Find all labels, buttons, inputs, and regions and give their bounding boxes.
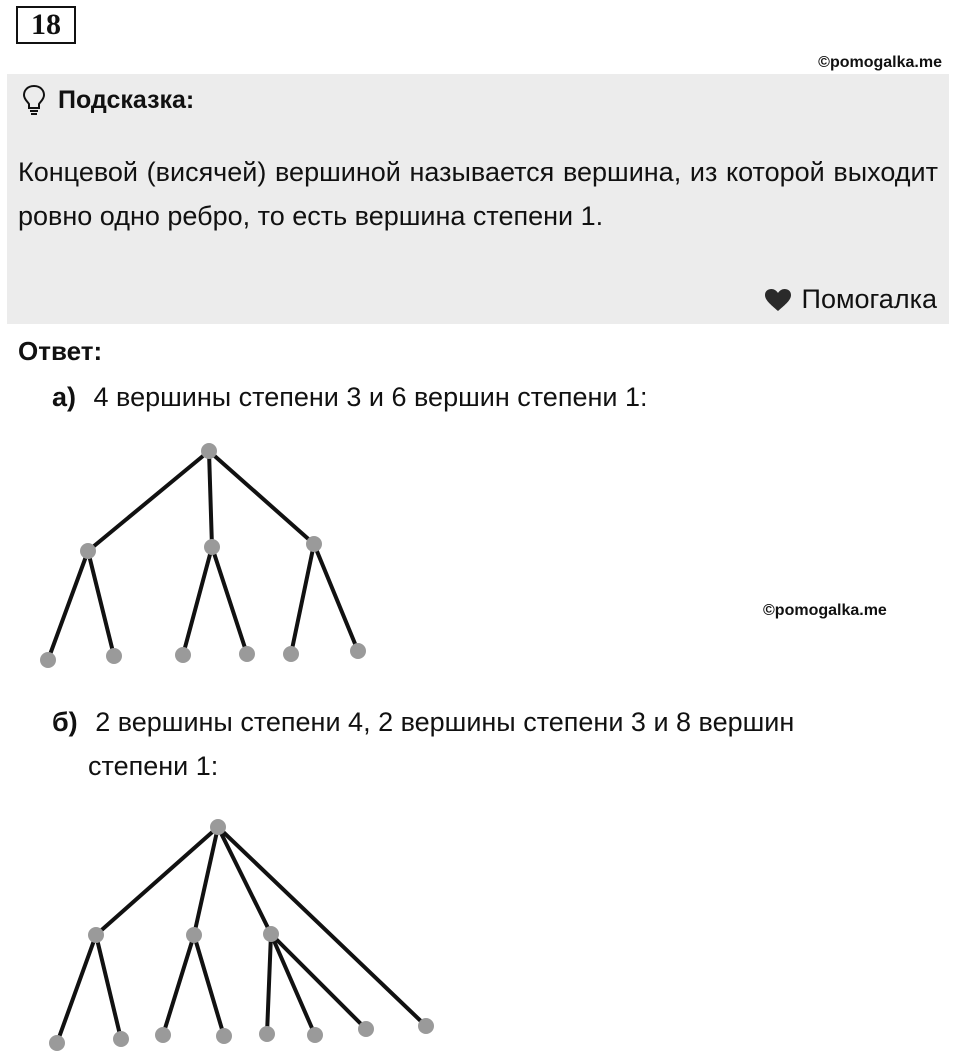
hint-text: Концевой (висячей) вершиной называется вершина, из которой выходит ровно одно ребро, то есть вершина степени 1.: [18, 157, 938, 231]
edge: [88, 451, 209, 551]
vertex: [113, 1031, 129, 1047]
edge: [314, 544, 358, 651]
vertex: [204, 539, 220, 555]
vertex: [306, 536, 322, 552]
hint-signature: [764, 284, 937, 315]
lightbulb-icon: [22, 84, 46, 116]
edge: [218, 827, 426, 1026]
item-text-line1: 2 вершины степени 4, 2 вершины степени 3 и 8 вершин: [95, 707, 795, 737]
item-marker: а): [52, 382, 77, 412]
edge: [194, 935, 224, 1036]
tree-diagram-a: [0, 440, 400, 675]
vertex: [186, 927, 202, 943]
edge: [271, 934, 315, 1035]
vertex: [175, 647, 191, 663]
edge: [212, 547, 247, 654]
edge: [267, 934, 271, 1034]
vertex: [155, 1027, 171, 1043]
edge: [271, 934, 366, 1029]
edge: [48, 551, 88, 660]
watermark: ©pomogalka.me: [763, 602, 887, 619]
answer-item-a: [52, 375, 647, 419]
task-number: 18: [16, 6, 76, 44]
tree-nodes-b: [49, 819, 434, 1051]
answer-item-b: [52, 700, 952, 788]
vertex: [40, 652, 56, 668]
edge: [96, 827, 218, 935]
item-marker: б): [52, 707, 78, 737]
vertex: [88, 927, 104, 943]
vertex: [350, 643, 366, 659]
hint-signature-label: Помогалка: [801, 284, 937, 314]
vertex: [210, 819, 226, 835]
vertex: [49, 1035, 65, 1051]
tree-diagram-b: [0, 815, 460, 1055]
vertex: [106, 648, 122, 664]
vertex: [216, 1028, 232, 1044]
vertex: [418, 1018, 434, 1034]
vertex: [263, 926, 279, 942]
vertex: [283, 646, 299, 662]
edge: [57, 935, 96, 1043]
vertex: [307, 1027, 323, 1043]
edge: [209, 451, 212, 547]
hint-title: [22, 84, 194, 116]
heart-icon: [764, 288, 792, 312]
vertex: [239, 646, 255, 662]
edge: [291, 544, 314, 654]
tree-edges-b: [57, 827, 426, 1043]
vertex: [259, 1026, 275, 1042]
edge: [88, 551, 114, 656]
edge: [209, 451, 314, 544]
vertex: [201, 443, 217, 459]
edge: [96, 935, 121, 1039]
item-text-line2: степени 1:: [88, 751, 219, 781]
item-text: 4 вершины степени 3 и 6 вершин степени 1:: [93, 382, 648, 412]
hint-box: [7, 74, 949, 324]
answer-label: Ответ:: [18, 336, 103, 366]
edge: [163, 935, 194, 1035]
edge: [218, 827, 271, 934]
edge: [183, 547, 212, 655]
vertex: [358, 1021, 374, 1037]
vertex: [80, 543, 96, 559]
hint-title-label: Подсказка:: [58, 85, 195, 114]
watermark: ©pomogalka.me: [818, 54, 942, 71]
